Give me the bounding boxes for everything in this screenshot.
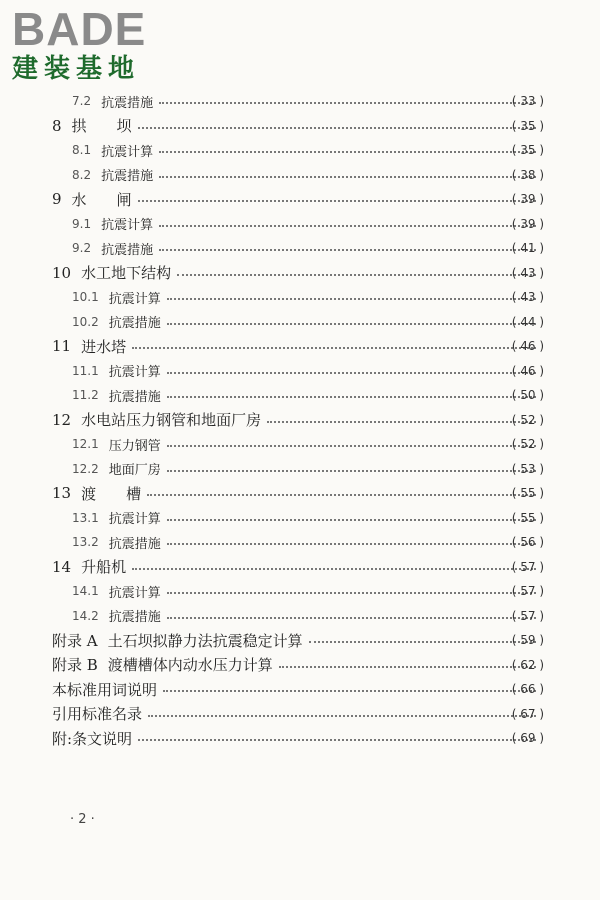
toc-entry-number: 7.2 xyxy=(72,94,92,109)
dot-leader xyxy=(159,176,536,178)
toc-entry[interactable] xyxy=(0,138,600,163)
toc-entry[interactable] xyxy=(0,432,600,457)
dot-leader xyxy=(267,421,536,423)
toc-entry-number: 9 xyxy=(52,190,62,209)
dot-leader xyxy=(132,347,536,349)
dot-leader xyxy=(177,274,536,276)
toc-entry-title: 本标准用词说明 xyxy=(52,680,158,699)
toc-entry-page: ( 62 ) xyxy=(511,657,544,672)
toc-entry[interactable] xyxy=(0,285,600,310)
toc-entry[interactable] xyxy=(0,726,600,751)
toc-entry-page: ( 43 ) xyxy=(511,265,544,280)
toc-entry-page: ( 66 ) xyxy=(511,682,544,697)
logo-mark: BADE xyxy=(12,3,147,55)
dot-leader xyxy=(167,445,536,447)
toc-entry-title: 渡 槽 xyxy=(81,484,142,503)
toc-entry-page: ( 57 ) xyxy=(511,608,544,623)
toc-entry-page: ( 39 ) xyxy=(511,192,544,207)
dot-leader xyxy=(159,225,536,227)
toc-entry-title: 抗震措施 xyxy=(101,242,154,258)
toc-entry-title: 抗震计算 xyxy=(108,512,161,528)
dot-leader xyxy=(309,641,536,643)
logo-subtitle: 建装基地 xyxy=(12,54,141,84)
page-number: · 2 · xyxy=(70,812,95,827)
dot-leader xyxy=(167,396,536,398)
toc-entry-page: ( 55 ) xyxy=(511,510,544,525)
toc-entry-number: 13 xyxy=(52,484,72,503)
toc-entry-page: ( 35 ) xyxy=(511,118,544,133)
toc-entry-title: 水 闸 xyxy=(71,190,132,209)
dot-leader xyxy=(148,715,536,717)
toc-entry-number: 8.1 xyxy=(72,143,92,158)
toc-entry-title: 水工地下结构 xyxy=(81,264,172,283)
toc-entry-page: ( 53 ) xyxy=(511,461,544,476)
toc-entry[interactable] xyxy=(0,579,600,604)
toc-entry-page: ( 41 ) xyxy=(511,241,544,256)
toc-entry-title: 升船机 xyxy=(81,558,127,577)
toc-entry-page: ( 57 ) xyxy=(511,584,544,599)
toc-entry-page: ( 44 ) xyxy=(511,314,544,329)
dot-leader xyxy=(167,298,536,300)
toc-entry[interactable] xyxy=(0,187,600,212)
toc-entry-title: 渡槽槽体内动水压力计算 xyxy=(107,656,273,675)
dot-leader xyxy=(167,617,536,619)
toc-entry[interactable] xyxy=(0,114,600,139)
dot-leader xyxy=(132,568,536,570)
toc-entry-page: ( 57 ) xyxy=(511,559,544,574)
toc-entry-page: ( 55 ) xyxy=(511,486,544,501)
dot-leader xyxy=(138,200,536,202)
toc-entry[interactable] xyxy=(0,212,600,237)
toc-entry-number: 9.1 xyxy=(72,216,92,231)
toc-entry[interactable] xyxy=(0,89,600,114)
toc-entry-page: ( 69 ) xyxy=(511,731,544,746)
toc-entry-title: 引用标准名录 xyxy=(52,705,143,724)
toc-entry[interactable] xyxy=(0,383,600,408)
toc-entry-title: 附:条文说明 xyxy=(52,729,133,748)
dot-leader xyxy=(167,323,536,325)
toc-entry-title: 抗震计算 xyxy=(101,218,154,234)
toc-entry-page: ( 52 ) xyxy=(511,412,544,427)
toc-entry-number: 8.2 xyxy=(72,167,92,182)
toc-entry-page: ( 67 ) xyxy=(511,706,544,721)
dot-leader xyxy=(159,102,536,104)
toc-entry[interactable] xyxy=(0,310,600,335)
toc-entry-number: 10 xyxy=(52,263,72,282)
toc-entry-page: ( 56 ) xyxy=(511,535,544,550)
toc-entry-page: ( 43 ) xyxy=(511,290,544,305)
toc-entry-title: 抗震措施 xyxy=(108,610,161,626)
dot-leader xyxy=(138,127,536,129)
toc-entry-title: 抗震措施 xyxy=(101,169,154,185)
toc-entry-title: 土石坝拟静力法抗震稳定计算 xyxy=(107,631,303,650)
dot-leader xyxy=(167,592,536,594)
toc-entry-number: 附录 A xyxy=(52,631,98,650)
toc-entry-page: ( 59 ) xyxy=(511,633,544,648)
toc-entry-page: ( 52 ) xyxy=(511,437,544,452)
toc-entry[interactable] xyxy=(0,702,600,727)
toc-entry-number: 8 xyxy=(52,116,62,135)
toc-entry[interactable] xyxy=(0,481,600,506)
toc-entry-title: 进水塔 xyxy=(81,337,127,356)
toc-entry-title: 抗震计算 xyxy=(101,144,154,160)
toc-entry[interactable] xyxy=(0,261,600,286)
toc-entry[interactable] xyxy=(0,236,600,261)
dot-leader xyxy=(167,519,536,521)
toc-entry[interactable] xyxy=(0,334,600,359)
watermark-logo xyxy=(12,3,182,84)
toc-entry-page: ( 33 ) xyxy=(511,94,544,109)
toc-entry[interactable] xyxy=(0,457,600,482)
toc-entry-number: 11.2 xyxy=(72,388,99,403)
toc-entry-page: ( 39 ) xyxy=(511,216,544,231)
toc-entry-title: 抗震计算 xyxy=(108,365,161,381)
dot-leader xyxy=(167,372,536,374)
toc-entry-number: 10.1 xyxy=(72,290,99,305)
toc-entry-number: 11 xyxy=(52,337,72,356)
toc-entry-title: 抗震计算 xyxy=(108,585,161,601)
toc-entry-page: ( 38 ) xyxy=(511,167,544,182)
dot-leader xyxy=(138,739,536,741)
toc-entry-title: 压力钢管 xyxy=(108,438,161,454)
toc-entry[interactable] xyxy=(0,359,600,384)
toc-entry-page: ( 35 ) xyxy=(511,143,544,158)
dot-leader xyxy=(147,494,536,496)
toc-entry-page: ( 46 ) xyxy=(511,339,544,354)
toc-entry-title: 抗震措施 xyxy=(101,95,154,111)
toc-entry-number: 12.1 xyxy=(72,437,99,452)
toc-entry[interactable] xyxy=(0,163,600,188)
toc-entry-number: 14.1 xyxy=(72,584,99,599)
toc-entry-page: ( 46 ) xyxy=(511,363,544,378)
dot-leader xyxy=(279,666,536,668)
toc-entry-title: 水电站压力钢管和地面厂房 xyxy=(81,411,262,430)
toc-entry[interactable] xyxy=(0,677,600,702)
toc-entry-number: 13.2 xyxy=(72,535,99,550)
table-of-contents xyxy=(0,89,600,751)
toc-entry-title: 抗震措施 xyxy=(108,389,161,405)
toc-entry-number: 12.2 xyxy=(72,461,99,476)
toc-entry-number: 10.2 xyxy=(72,314,99,329)
toc-entry-title: 地面厂房 xyxy=(108,463,161,479)
toc-entry-number: 12 xyxy=(52,410,72,429)
toc-entry-number: 13.1 xyxy=(72,510,99,525)
toc-entry-number: 附录 B xyxy=(52,656,98,675)
toc-entry-number: 14.2 xyxy=(72,608,99,623)
toc-entry[interactable] xyxy=(0,628,600,653)
toc-entry-title: 拱 坝 xyxy=(71,117,132,136)
toc-entry[interactable] xyxy=(0,530,600,555)
dot-leader xyxy=(167,543,536,545)
toc-entry[interactable] xyxy=(0,555,600,580)
toc-entry-title: 抗震措施 xyxy=(108,536,161,552)
toc-entry[interactable] xyxy=(0,604,600,629)
toc-entry[interactable] xyxy=(0,653,600,678)
toc-entry-title: 抗震计算 xyxy=(108,291,161,307)
dot-leader xyxy=(159,249,536,251)
dot-leader xyxy=(159,151,536,153)
toc-entry-page: ( 50 ) xyxy=(511,388,544,403)
dot-leader xyxy=(167,470,536,472)
toc-entry[interactable] xyxy=(0,408,600,433)
toc-entry-number: 9.2 xyxy=(72,241,92,256)
toc-entry-title: 抗震措施 xyxy=(108,316,161,332)
dot-leader xyxy=(163,690,536,692)
toc-entry[interactable] xyxy=(0,506,600,531)
toc-entry-number: 14 xyxy=(52,557,72,576)
toc-entry-number: 11.1 xyxy=(72,363,99,378)
